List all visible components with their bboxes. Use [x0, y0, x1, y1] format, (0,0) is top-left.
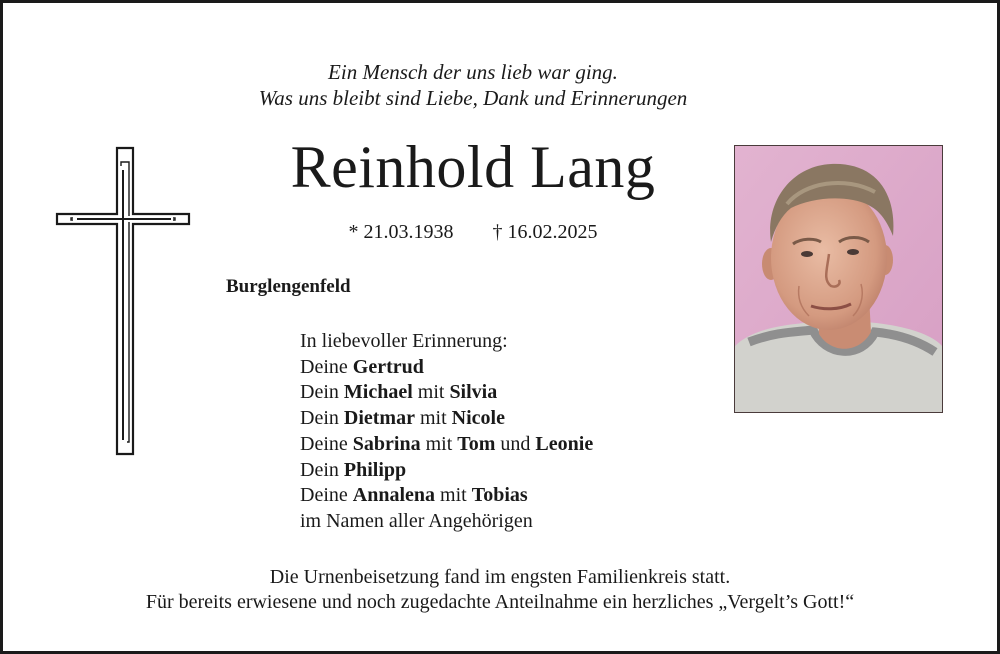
mourner-line: Deine Gertrud	[300, 355, 424, 378]
mourner-name: Silvia	[449, 381, 498, 404]
double-line-cross-icon	[55, 146, 191, 456]
mourner-name: Michael	[343, 381, 413, 404]
mourner-name: Leonie	[535, 432, 594, 455]
closing-notice	[3, 565, 997, 615]
mourner-line: Deine Annalena mit Tobias	[300, 484, 528, 507]
place-of-residence: Burglengenfeld	[226, 276, 351, 297]
motto-line-1: Ein Mensch der uns lieb war ging.	[328, 60, 618, 84]
mourner-name: Annalena	[352, 484, 436, 507]
mourners-closing: im Namen aller Angehörigen	[300, 509, 533, 532]
mourner-line: Dein Philipp	[300, 458, 407, 481]
mourner-line: Dein Dietmar mit Nicole	[300, 407, 505, 430]
deceased-name: Reinhold Lang	[290, 134, 656, 200]
motto-verse	[3, 59, 943, 111]
closing-line-2: Für bereits erwiesene und noch zugedachte Anteilnahme ein herzliches „Vergelt’s Gott!“	[145, 591, 855, 613]
mourner-name: Sabrina	[352, 432, 421, 455]
mourner-name: Dietmar	[343, 407, 415, 430]
mourners-list	[300, 329, 593, 535]
mourner-name: Tobias	[471, 484, 528, 507]
mourner-line: Deine Sabrina mit Tom und Leonie	[300, 432, 594, 455]
death-date: † 16.02.2025	[492, 221, 598, 243]
portrait-photo	[734, 145, 943, 413]
mourners-intro: In liebevoller Erinnerung:	[300, 330, 508, 352]
closing-line-1: Die Urnenbeisetzung fand im engsten Familienkreis statt.	[269, 566, 731, 588]
motto-line-2: Was uns bleibt sind Liebe, Dank und Erinnerungen	[258, 86, 688, 110]
mourner-name: Philipp	[343, 458, 407, 481]
mourner-line: Dein Michael mit Silvia	[300, 381, 498, 404]
mourner-name: Gertrud	[352, 355, 424, 378]
mourner-name: Nicole	[451, 407, 505, 430]
birth-date: * 21.03.1938	[348, 221, 454, 243]
mourner-name: Tom	[457, 432, 496, 455]
